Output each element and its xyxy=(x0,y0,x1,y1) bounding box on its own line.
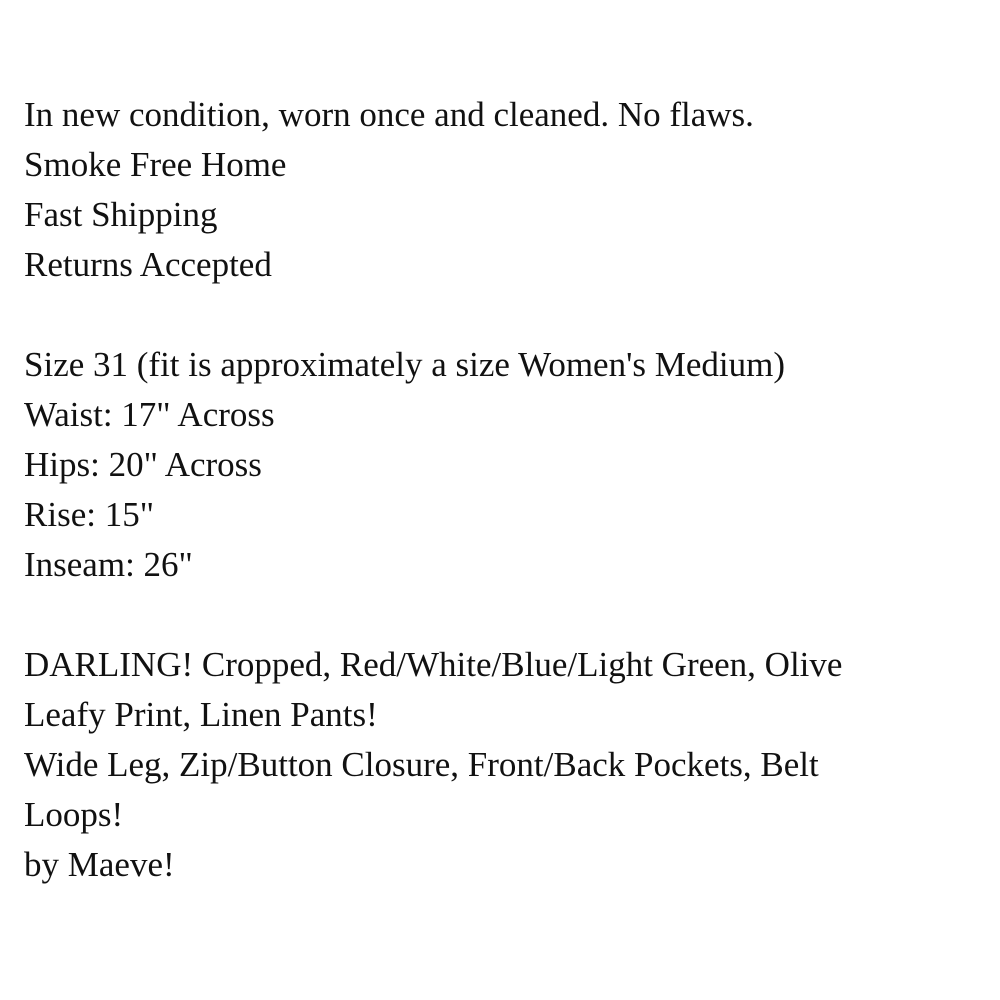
section-spacer xyxy=(24,290,974,340)
section-spacer xyxy=(24,590,974,640)
size-line: Size 31 (fit is approximately a size Women's Medium) xyxy=(24,345,786,384)
returns-line: Returns Accepted xyxy=(24,245,272,284)
inseam-line: Inseam: 26" xyxy=(24,545,193,584)
shipping-line: Fast Shipping xyxy=(24,195,218,234)
description-line: Leafy Print, Linen Pants! xyxy=(24,695,378,734)
waist-line: Waist: 17" Across xyxy=(24,395,275,434)
rise-line: Rise: 15" xyxy=(24,495,154,534)
description-line: DARLING! Cropped, Red/White/Blue/Light Green, Olive xyxy=(24,645,843,684)
listing-text xyxy=(24,90,974,890)
hips-line: Hips: 20" Across xyxy=(24,445,262,484)
smoke-free-line: Smoke Free Home xyxy=(24,145,287,184)
condition-line: In new condition, worn once and cleaned. No flaws. xyxy=(24,95,754,134)
description-line: Loops! xyxy=(24,795,124,834)
brand-line: by Maeve! xyxy=(24,845,175,884)
description-line: Wide Leg, Zip/Button Closure, Front/Back Pockets, Belt xyxy=(24,745,819,784)
